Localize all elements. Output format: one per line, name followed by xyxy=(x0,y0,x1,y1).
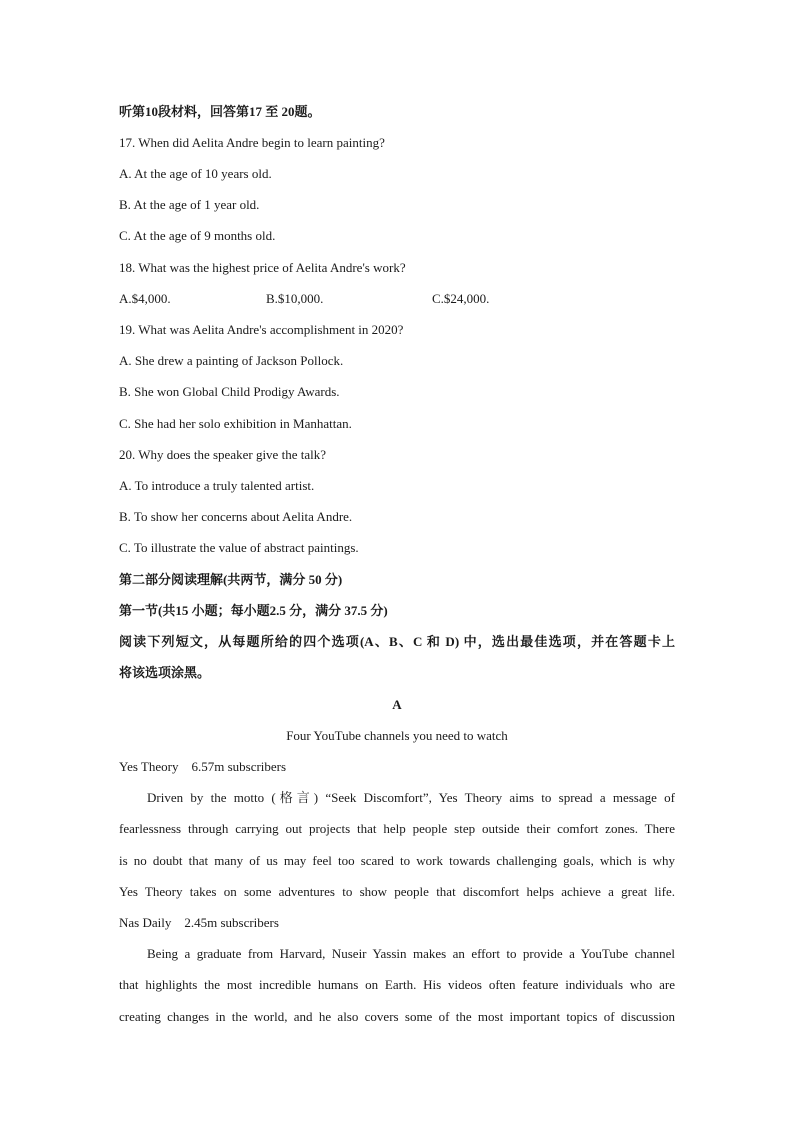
part2-heading: 第二部分阅读理解(共两节，满分 50 分) xyxy=(119,572,343,587)
question-17-option-a: A. At the age of 10 years old. xyxy=(119,166,272,181)
question-17-stem: 17. When did Aelita Andre begin to learn painting? xyxy=(119,135,385,150)
channel-heading-nas-daily: Nas Daily 2.45m subscribers xyxy=(119,915,279,930)
question-20-stem: 20. Why does the speaker give the talk? xyxy=(119,447,326,462)
section1-heading: 第一节(共15 小题；每小题2.5 分，满分 37.5 分) xyxy=(119,603,388,618)
paragraph-line: is no doubt that many of us may feel too scared to work towards challenging goals, which is why xyxy=(119,853,675,868)
question-19-option-b: B. She won Global Child Prodigy Awards. xyxy=(119,384,340,399)
paragraph-line: fearlessness through carrying out projects that help people step outside their comfort zones. There xyxy=(119,821,675,836)
listening-heading: 听第10段材料，回答第17 至 20题。 xyxy=(119,104,321,119)
question-19-option-a: A. She drew a painting of Jackson Pollock. xyxy=(119,353,344,368)
question-18-option-c: C.$24,000. xyxy=(432,291,490,306)
question-17-option-c: C. At the age of 9 months old. xyxy=(119,228,276,243)
instructions-line-2: 将该选项涂黑。 xyxy=(119,665,211,680)
paragraph-line: creating changes in the world, and he also covers some of the most important topics of discussion xyxy=(119,1009,675,1024)
paragraph-line: Yes Theory takes on some adventures to show people that discomfort helps achieve a great life. xyxy=(119,884,675,899)
paragraph-line: Driven by the motto (格言) “Seek Discomfort”, Yes Theory aims to spread a message of xyxy=(147,790,675,805)
question-19-stem: 19. What was Aelita Andre's accomplishment in 2020? xyxy=(119,322,404,337)
question-20-option-b: B. To show her concerns about Aelita Andre. xyxy=(119,509,353,524)
question-18-stem: 18. What was the highest price of Aelita Andre's work? xyxy=(119,260,406,275)
passage-label: A xyxy=(392,697,402,712)
paragraph-line: Being a graduate from Harvard, Nuseir Yassin makes an effort to provide a YouTube channel xyxy=(147,946,675,961)
question-20-option-c: C. To illustrate the value of abstract paintings. xyxy=(119,540,359,555)
question-18-options xyxy=(119,291,675,307)
question-17-option-b: B. At the age of 1 year old. xyxy=(119,197,260,212)
channel-heading-yes-theory: Yes Theory 6.57m subscribers xyxy=(119,759,287,774)
instructions-line-1: 阅读下列短文，从每题所给的四个选项(A、B、C 和 D) 中，选出最佳选项，并在答题卡上 xyxy=(119,634,675,649)
question-20-option-a: A. To introduce a truly talented artist. xyxy=(119,478,315,493)
paragraph-line: that highlights the most incredible humans on Earth. His videos often feature individuals who are xyxy=(119,977,675,992)
question-18-option-b: B.$10,000. xyxy=(266,291,324,306)
question-19-option-c: C. She had her solo exhibition in Manhattan. xyxy=(119,416,352,431)
question-18-option-a: A.$4,000. xyxy=(119,291,171,306)
passage-title: Four YouTube channels you need to watch xyxy=(286,728,508,743)
